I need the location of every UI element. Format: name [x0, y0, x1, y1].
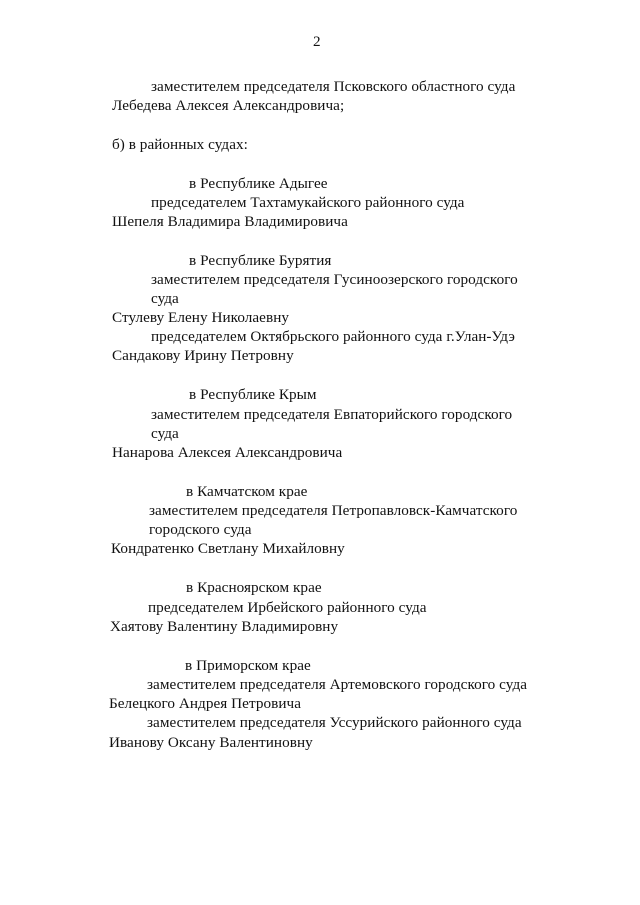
- region-crimea-line: Нанарова Алексея Александровича: [112, 444, 343, 461]
- page-number: 2: [313, 33, 321, 50]
- region-kamchatka-line: Кондратенко Светлану Михайловну: [111, 540, 345, 557]
- region-adygea-line: Шепеля Владимира Владимировича: [112, 213, 348, 230]
- region-buryatia-line: Стулеву Елену Николаевну: [112, 309, 290, 326]
- region-kamchatka-line: заместителем председателя Петропавловск-Камчатского: [149, 502, 518, 519]
- region-krasnoyarsk-line: Хаятову Валентину Владимировну: [110, 618, 339, 635]
- region-buryatia-line: Сандакову Ирину Петровну: [112, 347, 294, 364]
- region-heading-kamchatka: в Камчатском крае: [186, 483, 308, 500]
- region-kamchatka-line: городского суда: [149, 521, 252, 538]
- region-krasnoyarsk-line: председателем Ирбейского районного суда: [148, 599, 427, 616]
- section-b-heading: б) в районных судах:: [112, 136, 248, 153]
- region-crimea-line: заместителем председателя Евпаторийского городского: [151, 406, 513, 423]
- intro-person-line: Лебедева Алексея Александровича;: [112, 97, 345, 114]
- region-primorye-line: Иванову Оксану Валентиновну: [109, 734, 313, 751]
- region-heading-crimea: в Республике Крым: [189, 386, 317, 403]
- region-buryatia-line: суда: [151, 290, 179, 307]
- region-buryatia-line: заместителем председателя Гусиноозерского городского: [151, 271, 518, 288]
- region-primorye-line: заместителем председателя Артемовского городского суда: [147, 676, 528, 693]
- region-heading-krasnoyarsk: в Красноярском крае: [186, 579, 322, 596]
- region-primorye-line: Белецкого Андрея Петровича: [109, 695, 301, 712]
- region-heading-buryatia: в Республике Бурятия: [189, 252, 332, 269]
- region-adygea-line: председателем Тахтамукайского районного суда: [151, 194, 465, 211]
- region-primorye-line: заместителем председателя Уссурийского районного суда: [147, 714, 522, 731]
- region-buryatia-line: председателем Октябрьского районного суда г.Улан-Удэ: [151, 328, 515, 345]
- region-heading-adygea: в Республике Адыгее: [189, 175, 328, 192]
- region-crimea-line: суда: [151, 425, 179, 442]
- region-heading-primorye: в Приморском крае: [185, 657, 311, 674]
- intro-position-line: заместителем председателя Псковского областного суда: [151, 78, 516, 95]
